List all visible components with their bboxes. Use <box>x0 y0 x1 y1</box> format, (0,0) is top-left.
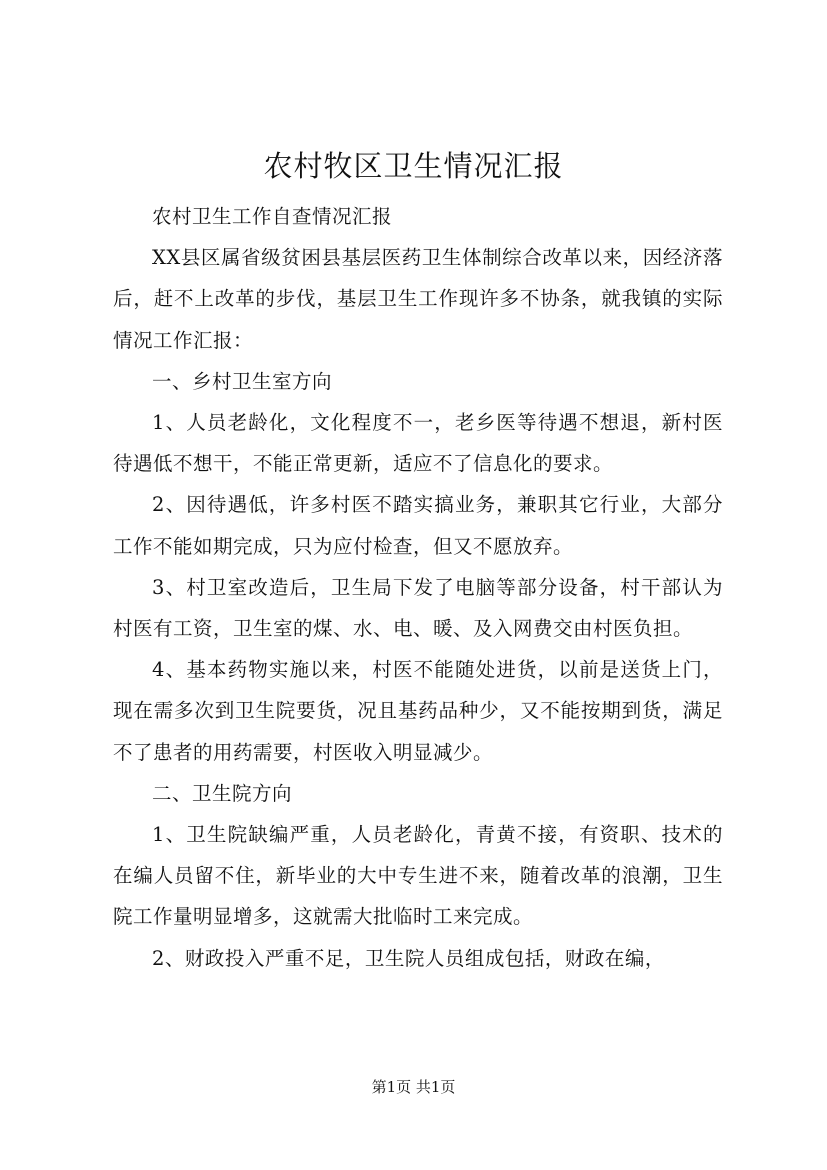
section-heading-village-clinic: 一、乡村卫生室方向 <box>152 369 333 393</box>
paragraph-item: 4、基本药物实施以来，村医不能随处进货，以前是送货上门，现在需多次到卫生院要货，况且基药品种少，又不能按期到货，满足不了患者的用药需要，村医收入明显减少。 <box>113 658 723 764</box>
paragraph-item: 1、人员老龄化，文化程度不一，老乡医等待遇不想退，新村医待遇低不想干，不能正常更新，适应不了信息化的要求。 <box>113 411 723 476</box>
section-heading-health-center: 二、卫生院方向 <box>152 781 293 805</box>
paragraph-item: 2、因待遇低，许多村医不踏实搞业务，兼职其它行业，大部分工作不能如期完成，只为应付检查，但又不愿放弃。 <box>113 493 723 558</box>
paragraph-item: 1、卫生院缺编严重，人员老龄化，青黄不接，有资职、技术的在编人员留不住，新毕业的大中专生进不来，随着改革的浪潮，卫生院工作量明显增多，这就需大批临时工来完成。 <box>113 823 723 929</box>
paragraph-subtitle: 农村卫生工作自查情况汇报 <box>152 205 393 228</box>
paragraph-item: 2、财政投入严重不足，卫生院人员组成包括，财政在编， <box>152 946 665 970</box>
page-footer: 第1页 共1页 <box>371 1078 456 1096</box>
paragraph-item: 3、村卫室改造后，卫生局下发了电脑等部分设备，村干部认为村医有工资，卫生室的煤、水、电、暖、及入网费交由村医负担。 <box>113 575 723 641</box>
paragraph-intro: XX县区属省级贫困县基层医药卫生体制综合改革以来，因经济落后，赶不上改革的步伐，基层卫生工作现许多不协条，就我镇的实际情况工作汇报： <box>113 246 723 352</box>
document-body <box>113 196 723 979</box>
document-title: 农村牧区卫生情况汇报 <box>263 149 564 183</box>
